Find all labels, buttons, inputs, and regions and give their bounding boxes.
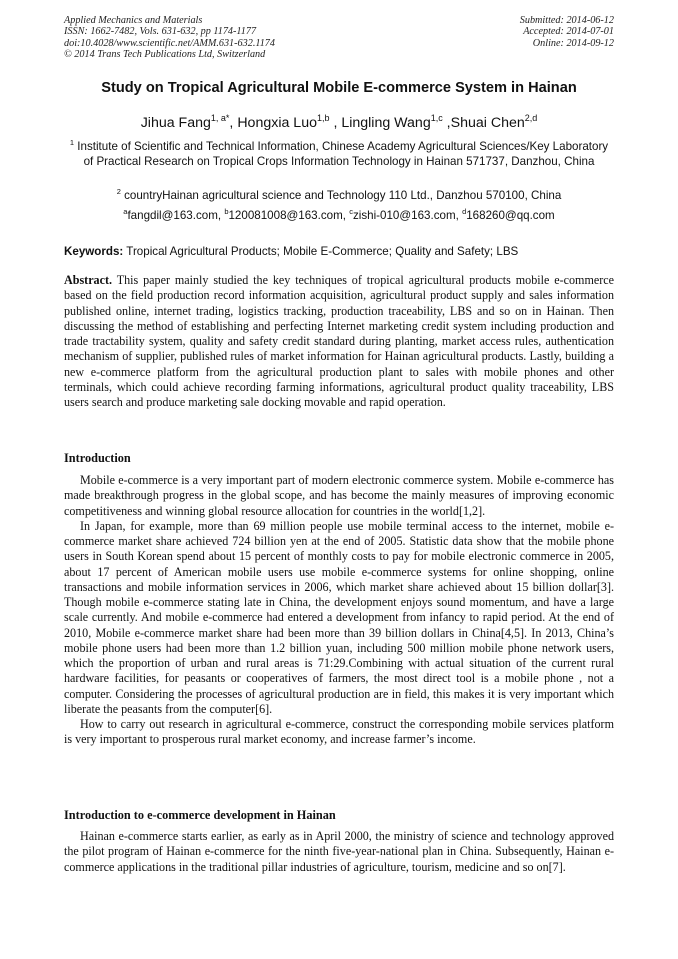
keywords-text: Tropical Agricultural Products; Mobile E-Commerce; Quality and Safety; LBS (126, 245, 519, 258)
author-separator: , (229, 115, 238, 131)
author-affiliation-mark: 1,b (316, 113, 330, 123)
abstract-text: This paper mainly studied the key techniques of tropical agricultural products mobile e-commerce based on the field production record information acquisition, agricultural product supply and sales information published online, internet trading, logistics tracking, production traceability, LBS and so on in Hainan. Then discussing the method of establishing and perfecting Internet marketing credit system including production and trade tractability system, quality and safety credit standard during planting, market access rules, authentication mechanism of supplier, published rules of market information for Hainan agricultural products. Lastly, building a new e-commerce platform from the agricultural production plant to sales with mobile phones and other terminals, which could achieve recording farming informations, agricultural product quality traceability, LBS users search and produce marketing sale docking movable and rapid operation. (64, 273, 615, 409)
keywords-label: Keywords: (64, 245, 124, 258)
body-paragraph: In Japan, for example, more than 69 million people use mobile terminal access to the internet, mobile e-commerce market share achieved 724 billion yen at the end of 2005. Statistic data show that the mobile phone users in South Korean spend about 15 percent of monthly costs to pay for mobile electronic commerce in 2005, about 17 percent of American mobile users use mobile e-commerce systems for online shopping, online transactions and mobile information services in 2006, which market share achieved about 15 billion dollar[3]. Though mobile e-commerce stating late in China, the development enjoys sound momentum, and have a large scale currently. And mobile e-commerce had entered a development from infancy to rapid period. At the end of 2010, Mobile e-commerce market share had been more than 39 billion dollars in China[4,5]. In 2013, China’s mobile phone users had been more than 1.2 billion yuan, including 500 million mobile phone network users, which the proportion of urban and rural areas is 71:29.Combining with actual situation of the current rural hardware facilities, for peasants or cooperatives of farmers, the most direct tool is a mobile phone , not a computer. Considering the processes of agricultural production are in field, this makes it is very important which liberate the peasants from the computer[6]. (64, 518, 614, 716)
abstract-label: Abstract. (64, 273, 113, 287)
abstract (64, 273, 614, 410)
email-address: fangdil@163.com (127, 209, 218, 222)
email-mark: c (349, 207, 353, 216)
affiliation-text: Institute of Scientific and Technical Information, Chinese Academy Agricultural Sciences/Key Laboratory of Practical Research on Tropical Crops Information Technology in Hainan 571737, Danzhou, China (77, 140, 609, 168)
email-mark: b (224, 207, 229, 216)
author-name: Jihua Fang (140, 115, 211, 131)
email-address: zishi-010@163.com (352, 209, 456, 222)
affiliation-number: 1 (69, 138, 75, 147)
journal-info (64, 15, 275, 61)
issn-line: ISSN: 1662-7482, Vols. 631-632, pp 1174-1177 (64, 26, 257, 38)
author-emails (64, 209, 614, 222)
copyright-line: © 2014 Trans Tech Publications Ltd, Switzerland (64, 49, 266, 61)
section-heading: Introduction (64, 451, 131, 465)
section-body (64, 473, 614, 748)
journal-name: Applied Mechanics and Materials (64, 15, 203, 26)
affiliation-text: countryHainan agricultural science and Technology 110 Ltd., Danzhou 570100, China (124, 189, 562, 202)
abstract-paragraph (64, 273, 614, 410)
author-affiliation-mark: 2,d (524, 113, 538, 123)
body-paragraph: Mobile e-commerce is a very important part of modern electronic commerce system. Mobile e-commerce has made breakthrough progress in the global scope, and has become the mainly measures of improving economic competitiveness and winning global resource allocation for countries in the world[1,2]. (64, 473, 614, 518)
submitted-date: Submitted: 2014-06-12 (519, 15, 614, 26)
author-affiliation-mark: 1,c (430, 113, 443, 123)
email-separator: , (217, 209, 225, 222)
accepted-date: Accepted: 2014-07-01 (523, 26, 614, 38)
section-heading: Introduction to e-commerce development in Hainan (64, 808, 336, 822)
author-separator: , (329, 115, 342, 131)
affiliation-number: 2 (116, 187, 121, 196)
paper-title: Study on Tropical Agricultural Mobile E-commerce System in Hainan (101, 80, 577, 96)
author-name: Lingling Wang (341, 115, 431, 131)
affiliation-2 (64, 188, 614, 203)
body-paragraph: Hainan e-commerce starts earlier, as early as in April 2000, the ministry of science and technology approved the pilot program of Hainan e-commerce for the ninth five-year-national plan in China. Subsequently, Hainan e-commerce applications in the traditional pillar industries of agriculture, tourism, medicine and so on[7]. (64, 829, 614, 874)
email-address: 120081008@163.com (228, 209, 343, 222)
body-paragraph: How to carry out research in agricultural e-commerce, construct the corresponding mobile services platform is very important to prosperous rural market economy, and increase farmer’s income. (64, 717, 614, 747)
online-date: Online: 2014-09-12 (532, 37, 614, 49)
author-list (40, 115, 638, 131)
author-separator: , (442, 115, 451, 131)
email-mark: d (462, 207, 467, 216)
email-separator: , (455, 209, 463, 222)
email-separator: , (342, 209, 350, 222)
author-affiliation-mark: 1, a* (210, 113, 230, 123)
email-address: 168260@qq.com (466, 209, 555, 222)
keywords (64, 245, 614, 258)
email-mark: a (123, 207, 128, 216)
publication-dates (520, 15, 614, 49)
author-name: Shuai Chen (450, 115, 525, 131)
author-name: Hongxia Luo (237, 115, 317, 131)
section-body (64, 829, 614, 875)
doi-line: doi:10.4028/www.scientific.net/AMM.631-632.1174 (64, 37, 275, 49)
affiliation-1 (64, 139, 614, 169)
